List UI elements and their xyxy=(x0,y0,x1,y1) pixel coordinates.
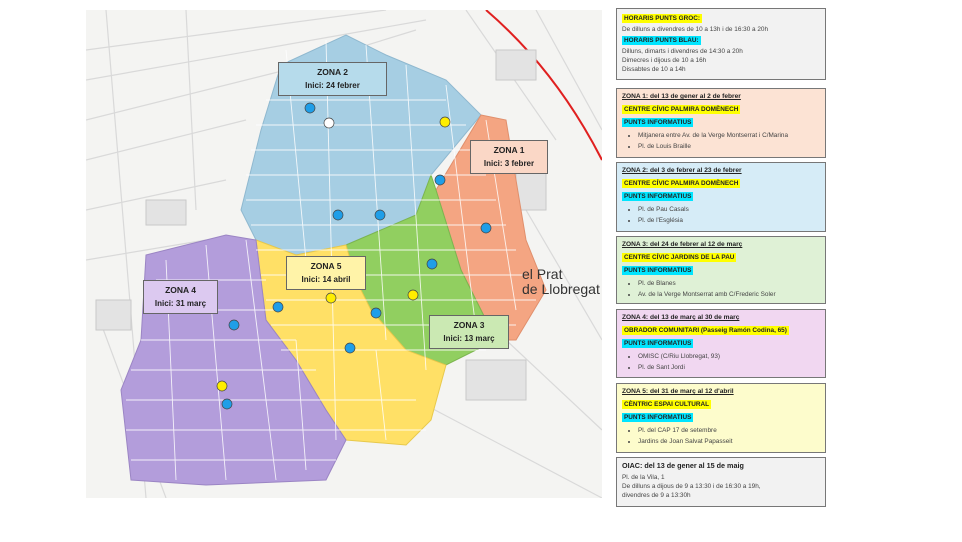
info-point: • OMISC (C/Riu Llobregat, 93) xyxy=(638,352,821,361)
zone-3-name: ZONA 3 xyxy=(453,320,485,330)
marker-blue xyxy=(375,210,385,220)
marker-yellow xyxy=(217,381,227,391)
zone-4-panel xyxy=(616,309,826,378)
zone-4-centre: OBRADOR COMUNITARI (Passeig Ramón Codina, 65) xyxy=(624,327,787,334)
info-point: • Pl. de Louis Braille xyxy=(638,142,821,151)
zone-2-points-list xyxy=(622,205,821,225)
marker-blue xyxy=(427,259,437,269)
zone-1-centre: CENTRE CÍVIC PALMIRA DOMÈNECH xyxy=(624,106,739,113)
marker-blue xyxy=(345,343,355,353)
city-name-line1: el Prat xyxy=(522,266,563,282)
zone-5-panel xyxy=(616,383,826,453)
zone-3-points-list xyxy=(622,279,821,299)
zone-3-panel xyxy=(616,236,826,304)
info-point: • Jardins de Joan Salvat Papasseit xyxy=(638,437,821,446)
city-name xyxy=(522,267,600,297)
zone-2-points-label: PUNTS INFORMATIUS xyxy=(624,193,692,200)
zone-3-start: Inici: 13 març xyxy=(443,334,495,343)
zone-5-name: ZONA 5 xyxy=(310,261,342,271)
blue-schedule-line: Dissabtes de 10 a 14h xyxy=(622,66,686,73)
zone-4-label xyxy=(143,280,218,314)
blue-schedule-title: HORARIS PUNTS BLAU: xyxy=(624,37,699,44)
zone-2-name: ZONA 2 xyxy=(317,67,348,77)
info-point: • Pl. de Pau Casals xyxy=(638,205,821,214)
zone-5-label xyxy=(286,256,366,290)
marker-blue xyxy=(481,223,491,233)
zone-2-start: Inici: 24 febrer xyxy=(305,81,360,90)
zone-1-points-list xyxy=(622,131,821,151)
yellow-schedule-text: De dilluns a divendres de 10 a 13h i de 16:30 a 20h xyxy=(622,26,769,33)
schedule-panel xyxy=(616,8,826,80)
oiac-line: De dilluns a dijous de 9 a 13:30 i de 16:30 a 19h, xyxy=(622,483,761,490)
zone-5-panel-title: ZONA 5: del 31 de març al 12 d'abril xyxy=(622,388,734,395)
zone-3-label xyxy=(429,315,509,349)
oiac-line: Pl. de la Vila, 1 xyxy=(622,474,665,481)
zone-5-start: Inici: 14 abril xyxy=(301,275,351,284)
zone-2-label xyxy=(278,62,387,96)
zone-3-panel-title: ZONA 3: del 24 de febrer al 12 de març xyxy=(622,241,743,248)
info-point: • Pl. de Blanes xyxy=(638,279,821,288)
marker-yellow xyxy=(440,117,450,127)
zone-2-centre: CENTRE CÍVIC PALMIRA DOMÈNECH xyxy=(624,180,739,187)
zone-1-label xyxy=(470,140,548,174)
oiac-line: divendres de 9 a 13:30h xyxy=(622,492,691,499)
zone-3-points-label: PUNTS INFORMATIUS xyxy=(624,267,692,274)
zone-1-panel-title: ZONA 1: del 13 de gener al 2 de febrer xyxy=(622,93,741,100)
blue-schedule-line: Dimecres i dijous de 10 a 16h xyxy=(622,57,707,64)
info-point: • Av. de la Verge Montserrat amb C/Frederic Soler xyxy=(638,290,821,299)
zone-map xyxy=(86,10,602,498)
marker-blue xyxy=(229,320,239,330)
zone-2-panel xyxy=(616,162,826,232)
zone-1-name: ZONA 1 xyxy=(493,145,525,155)
marker-blue xyxy=(371,308,381,318)
zone-4-points-list xyxy=(622,352,821,372)
info-point: • Mitjanera entre Av. de la Verge Montserrat i C/Marina xyxy=(638,131,821,140)
zone-5-centre: CÈNTRIC ESPAI CULTURAL xyxy=(624,401,709,408)
oiac-title: OIAC: del 13 de gener al 15 de maig xyxy=(622,461,744,470)
zone-1-panel xyxy=(616,88,826,158)
oiac-panel xyxy=(616,457,826,507)
zone-1-start: Inici: 3 febrer xyxy=(483,159,535,168)
blue-schedule-line: Dilluns, dimarts i divendres de 14:30 a 20h xyxy=(622,48,743,55)
marker-blue xyxy=(333,210,343,220)
marker-yellow xyxy=(326,293,336,303)
zone-4-start: Inici: 31 març xyxy=(154,299,207,308)
info-point: • Pl. del CAP 17 de setembre xyxy=(638,426,821,435)
zone-3-centre: CENTRE CÍVIC JARDINS DE LA PAU xyxy=(624,254,735,261)
zone-2-panel-title: ZONA 2: del 3 de febrer al 23 de febrer xyxy=(622,167,742,174)
marker-blue xyxy=(273,302,283,312)
zone-1-points-label: PUNTS INFORMATIUS xyxy=(624,119,692,126)
city-name-line2: de Llobregat xyxy=(522,281,600,297)
zone-4-panel-title: ZONA 4: del 13 de març al 30 de març xyxy=(622,314,740,321)
zone-4-name: ZONA 4 xyxy=(165,285,196,295)
marker-blue xyxy=(435,175,445,185)
zone-5-points-label: PUNTS INFORMATIUS xyxy=(624,414,692,421)
zone-4-points-label: PUNTS INFORMATIUS xyxy=(624,340,692,347)
info-point: • Pl. de l'Església xyxy=(638,216,821,225)
info-point: • Pl. de Sant Jordi xyxy=(638,363,821,372)
marker-blue xyxy=(305,103,315,113)
zone-5-points-list xyxy=(622,426,821,446)
marker-blue xyxy=(222,399,232,409)
marker-white xyxy=(324,118,334,128)
marker-yellow xyxy=(408,290,418,300)
yellow-schedule-title: HORARIS PUNTS GROC: xyxy=(624,15,700,22)
